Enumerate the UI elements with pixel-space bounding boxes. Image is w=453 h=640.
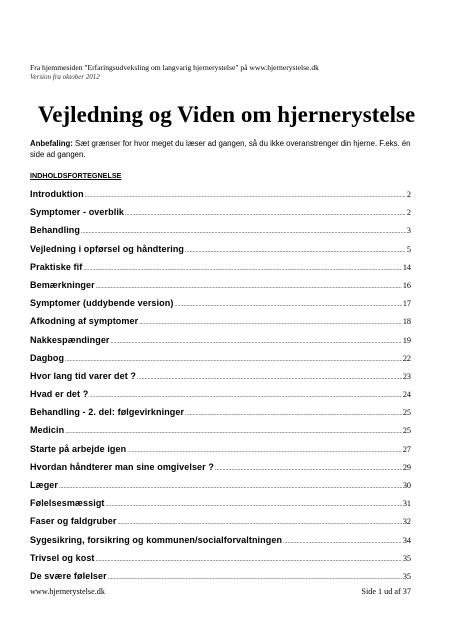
source-line: Fra hjemmesiden "Erfaringsudveksling om langvarig hjernerystelse" på www.hjernerystelse.dk [30,63,319,72]
toc-entry-page[interactable]: 34 [402,535,411,545]
toc-heading: INDHOLDSFORTEGNELSE [30,171,122,180]
toc-entry[interactable] [30,567,411,585]
toc-entry-label[interactable]: Starte på arbejde igen [30,443,127,454]
toc-dot-leader [59,478,402,496]
advice-text: Sæt grænser for hvor meget du læser ad gangen, så du ikke overanstrenger din hjerne. F.eks. én side ad gangen. [30,139,411,159]
toc-entry-page[interactable]: 16 [402,280,411,290]
toc-entry-page[interactable]: 31 [402,499,411,509]
toc-entry[interactable] [30,312,411,330]
toc-entry-page[interactable]: 32 [402,517,411,527]
toc-entry[interactable] [30,385,411,403]
toc-entry-page[interactable]: 2 [406,208,411,218]
toc-entry-label[interactable]: Trivsel og kost [30,552,95,563]
advice-label: Anbefaling: [30,139,73,148]
toc-entry[interactable] [30,367,411,385]
toc-entry[interactable] [30,512,411,530]
toc-dot-leader [139,314,402,332]
toc-dot-leader [111,333,402,351]
toc-entry-page[interactable]: 30 [402,481,411,490]
toc-entry[interactable] [30,458,411,476]
toc-entry-page[interactable]: 5 [406,244,411,254]
toc-dot-leader [125,205,406,223]
toc-entry-label[interactable]: Sygesikring, forsikring og kommunen/socialforvaltningen [30,534,283,545]
toc-dot-leader [137,369,402,387]
footer-site: www.hjernerystelse.dk [30,587,105,596]
toc-entry-page[interactable]: 24 [402,390,411,400]
toc-entry[interactable] [30,476,411,494]
toc-entry-page[interactable]: 35 [402,553,411,563]
toc-entry-label[interactable]: Medicin [30,425,65,436]
toc-entry[interactable] [30,421,411,439]
version-line: Version fra oktober 2012 [30,73,100,81]
toc-entry-label[interactable]: Hvordan håndterer man sine omgivelser ? [30,461,214,472]
toc-entry-page[interactable]: 35 [402,571,411,581]
toc-entry[interactable] [30,440,411,458]
toc-entry[interactable] [30,240,411,258]
toc-entry[interactable] [30,221,411,239]
toc-entry-page[interactable]: 25 [402,426,411,436]
toc-dot-leader [185,242,406,260]
toc-entry[interactable] [30,294,411,312]
toc-entry-label[interactable]: Behandling [30,225,80,236]
toc-entry-label[interactable]: Hvad er det ? [30,389,89,400]
toc-entry-page[interactable]: 25 [402,408,411,418]
advice-paragraph [30,139,425,160]
toc-entry-label[interactable]: Behandling - 2. del: følgevirkninger [30,407,185,418]
toc-entry-label[interactable]: Symptomer - overblik [30,207,125,218]
toc-entry-label[interactable]: Læger [30,480,59,490]
toc-entry[interactable] [30,258,411,276]
toc-entry-page[interactable]: 27 [402,444,411,454]
toc-entry-label[interactable]: Hvor lang tid varer det ? [30,370,137,381]
toc-dot-leader [215,460,402,478]
toc-entry-page[interactable]: 3 [406,226,411,236]
toc-dot-leader [106,496,402,514]
toc-entry[interactable] [30,331,411,349]
toc-entry-label[interactable]: Faser og faldgruber [30,516,117,527]
toc-entry[interactable] [30,549,411,567]
page-title: Vejledning og Viden om hjernerystelse [37,102,416,127]
toc-dot-leader [85,187,406,205]
toc-entry-page[interactable]: 18 [402,317,411,327]
toc-dot-leader [83,260,401,278]
toc-entry-label[interactable]: Afkodning af symptomer [30,316,139,327]
toc-entry-label[interactable]: Følelsesmæssigt [30,498,105,509]
toc-entry[interactable] [30,203,411,221]
toc-entry-page[interactable]: 17 [402,299,411,309]
footer-page-info: Side 1 ud af 37 [361,587,411,596]
toc-entry-label[interactable]: De svære følelser [30,570,107,581]
toc-entry-page[interactable]: 14 [402,262,411,272]
toc-entry[interactable] [30,276,411,294]
toc-entry-page[interactable]: 23 [402,371,411,381]
toc-entry[interactable] [30,403,411,421]
toc-entry-page[interactable]: 22 [402,353,411,363]
toc-entry-label[interactable]: Bemærkninger [30,279,95,290]
table-of-contents [30,185,411,585]
toc-dot-leader [283,533,402,551]
toc-dot-leader [96,551,402,569]
toc-dot-leader [108,569,402,587]
toc-entry-label[interactable]: Symptomer (uddybende version) [30,298,174,309]
toc-entry-label[interactable]: Introduktion [30,189,84,199]
toc-entry-label[interactable]: Vejledning i opførsel og håndtering [30,243,185,254]
toc-entry-label[interactable]: Nakkespændinger [30,334,110,345]
toc-entry-page[interactable]: 19 [402,335,411,345]
toc-dot-leader [185,405,402,423]
toc-entry-page[interactable]: 2 [406,190,411,199]
toc-entry[interactable] [30,349,411,367]
toc-dot-leader [174,296,401,314]
toc-entry-label[interactable]: Dagbog [30,352,65,363]
toc-entry[interactable] [30,494,411,512]
toc-entry[interactable] [30,185,411,203]
toc-entry-label[interactable]: Praktiske fif [30,261,83,272]
toc-entry-page[interactable]: 29 [402,462,411,472]
toc-entry[interactable] [30,531,411,549]
